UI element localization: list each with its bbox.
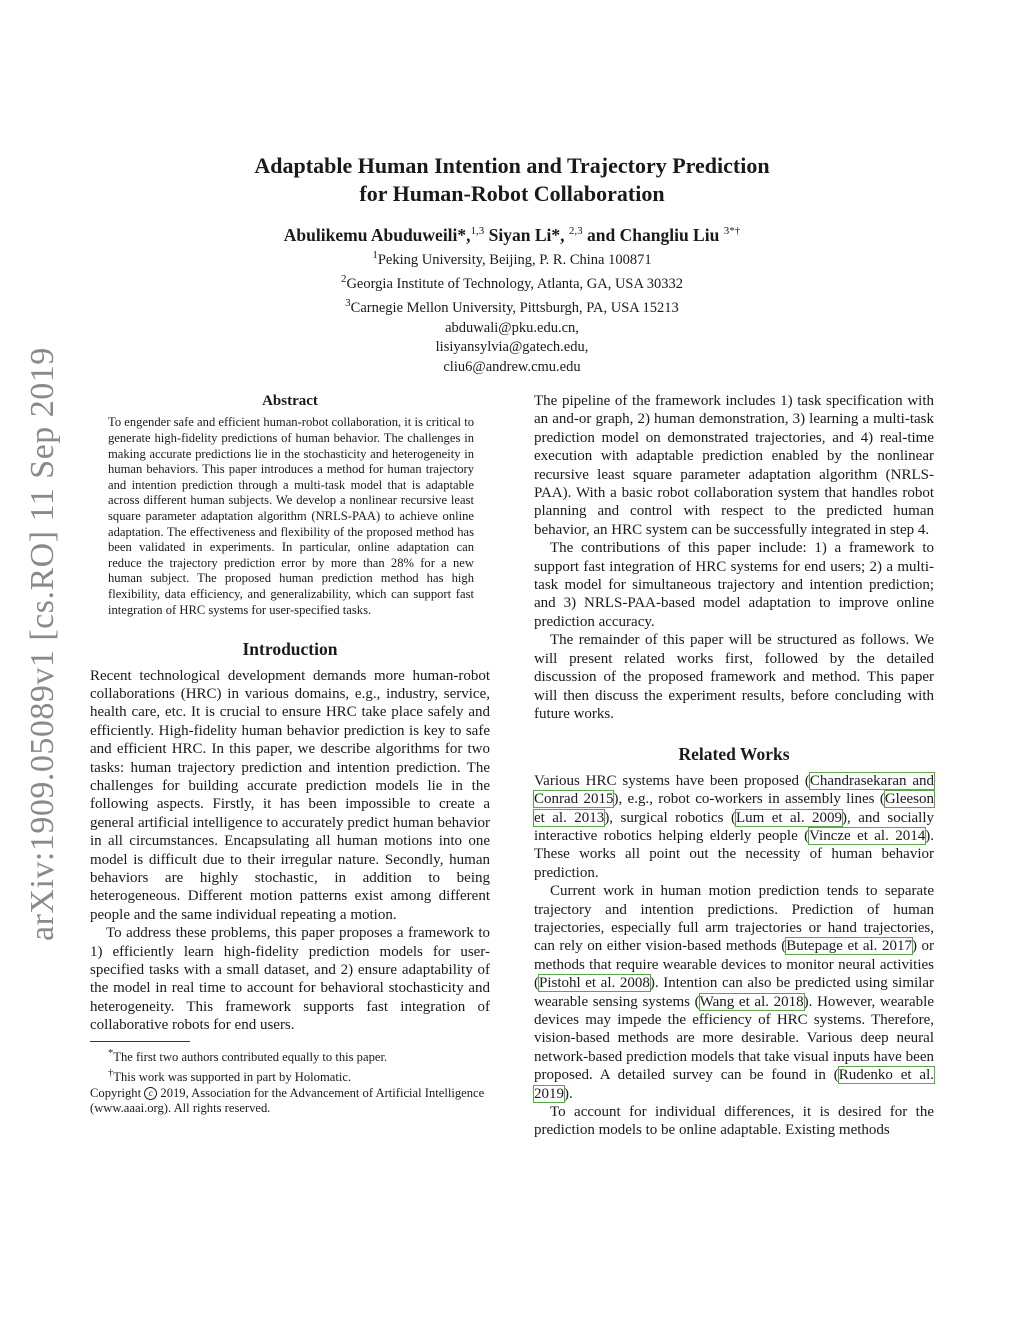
text-run: ). However, wearable devices may impede the efficiency of HRC systems. Therefore, vision-based methods are more desirable. Various deep neural network-based prediction models that take visual inputs have been proposed. A detailed survey can be found in (	[534, 993, 935, 1084]
author-affil-sup: 1,3	[470, 225, 485, 237]
text-run: ). Intention can also be predicted using similar wearable sensing systems (	[534, 975, 934, 1010]
citation-link[interactable]: Vincze et al. 2014	[809, 827, 926, 844]
footnote-mark: *	[108, 1047, 114, 1059]
email[interactable]: cliu6@andrew.cmu.edu	[443, 358, 581, 375]
body-paragraph: The remainder of this paper will be structured as follows. We will present related works first, followed by the detailed discussion of the proposed framework and method. This paper will then discuss the experiment results, before concluding with future works.	[534, 632, 934, 722]
arxiv-identifier[interactable]: arXiv:1909.05089v1 [cs.RO] 11 Sep 2019	[24, 347, 61, 941]
related-works-paragraph	[534, 772, 934, 882]
title-line-1: Adaptable Human Intention and Trajectory Prediction	[254, 153, 770, 178]
body-paragraph: The pipeline of the framework includes 1) task specification with an and-or graph, 2) human demonstration, 3) learning a multi-task prediction model on demonstrated trajectories, and 4) real-time execution with adaptable prediction enabled by the nonlinear recursive least square parameter adaptation algorithm (NRLS-PAA). With a basic robot collaboration system that handles robot planning and control with respect to the predicted human behavior, an HRC system can be successfully integrated in step 4.	[534, 393, 934, 538]
copyright-label: Copyright	[90, 1085, 142, 1100]
title-line-2: for Human-Robot Collaboration	[359, 181, 665, 206]
text-run: ) or methods that require wearable devices to monitor neural activities (	[534, 938, 934, 992]
footnote-mark: †	[108, 1067, 114, 1079]
author-name: Abulikemu Abuduweili*,	[283, 224, 471, 245]
text-run: ), and socially interactive robotics helping elderly people (	[534, 809, 935, 844]
affiliation	[0, 270, 1024, 294]
citation-link[interactable]: Chandrasekaran and Conrad 2015	[534, 772, 934, 808]
affiliation-text: Georgia Institute of Technology, Atlanta, GA, USA 30332	[346, 275, 684, 292]
related-works-paragraph: To account for individual differences, it is desired for the prediction models to be online adaptable. Existing methods	[534, 1104, 934, 1139]
citation-link[interactable]: Wang et al. 2018	[699, 993, 804, 1010]
footnote-text: This work was supported in part by Holomatic.	[113, 1069, 352, 1084]
intro-paragraph: To address these problems, this paper proposes a framework to 1) efficiently learn high-fidelity prediction models for user-specified tasks with a small dataset, and 2) ensure adaptability of the model in real time to account for behavioral stochasticity and heterogeneity. This framework supports fast integration of collaborative robots for end users.	[90, 925, 490, 1034]
affiliation-sup: 3	[345, 297, 351, 310]
affiliation	[0, 294, 1024, 318]
affiliation-text: Peking University, Beijing, P. R. China 100871	[377, 251, 652, 268]
related-works-paragraph	[534, 882, 934, 1103]
email[interactable]: lisiyansylvia@gatech.edu,	[435, 339, 589, 356]
paper-header	[0, 152, 1024, 377]
author-affil-sup: 2,3	[568, 225, 583, 237]
author-name: and Changliu Liu	[587, 224, 720, 245]
abstract-text: To engender safe and efficient human-robot collaboration, it is critical to generate high-fidelity predictions of human behavior. The challenges in making accurate predictions lie in the stochasticity and heterogeneity in human behaviors. This paper introduces a method for human trajectory and intention prediction through a multi-task model that is adaptable across different human subjects. We develop a nonlinear recursive least square parameter adaptation algorithm (NRLS-PAA) to achieve online adaptation. The effectiveness and flexibility of the proposed method has been validated in experiments. In particular, online adaptation can reduce the trajectory prediction error by more than 28% for a new human subject. The proposed human prediction method has high flexibility, data efficiency, and generalizability, which can support fast integration of HRC systems for user-specified tasks.	[108, 415, 474, 617]
footnote	[90, 1046, 490, 1066]
related-works-heading: Related Works	[678, 744, 790, 765]
text-run: ).	[564, 1085, 573, 1102]
author-name: Siyan Li*,	[488, 224, 565, 245]
text-run: Various HRC systems have been proposed (	[534, 772, 810, 789]
right-column	[534, 392, 934, 1140]
introduction-heading: Introduction	[242, 639, 338, 660]
citation-link[interactable]: Rudenko et al. 2019	[534, 1067, 934, 1102]
affiliation-sup: 2	[340, 273, 347, 286]
text-run: ). These works all point out the necessity of human behavior prediction.	[534, 827, 934, 881]
text-run: ), surgical robotics (	[604, 809, 736, 826]
author-list	[0, 220, 1024, 246]
author-affil-sup: 3*†	[723, 225, 741, 237]
copyright-text: 2019, Association for the Advancement of Artificial Intelligence (www.aaai.org). All rights reserved.	[90, 1085, 485, 1116]
affiliation-list	[0, 246, 1024, 377]
abstract-heading: Abstract	[262, 393, 318, 409]
copyright-symbol: c	[144, 1087, 157, 1100]
affiliation	[0, 246, 1024, 270]
copyright-notice	[90, 1086, 490, 1118]
left-column	[90, 392, 490, 1117]
affiliation-text: Carnegie Mellon University, Pittsburgh, PA, USA 15213	[350, 300, 679, 317]
paper-title	[0, 152, 1024, 208]
citation-link[interactable]: Pistohl et al. 2008	[539, 975, 650, 992]
intro-paragraph: Recent technological development demands more human-robot collaborations (HRC) in various domains, e.g., industry, service, health care, etc. It is crucial to ensure HRC take place safely and efficiently. High-fidelity human behavior prediction is key to safe and efficient HRC. In this paper, we describe algorithms for two tasks: human trajectory prediction and intention prediction. The challenges for building accurate prediction models lie in the following aspects. Firstly, it has been impossible to create a general artificial intelligence to accurately predict human behavior in all circumstances. Encapsulating all human motions into one model is difficult due to their irregular nature. Secondly, human behaviors are highly stochastic, in addition to being heterogeneous. Different motion patterns exist among different people and the same individual repeating a motion.	[90, 667, 490, 923]
citation-link[interactable]: Butepage et al. 2017	[786, 938, 912, 955]
affiliation-sup: 1	[372, 248, 378, 261]
text-run: ), e.g., robot co-workers in assembly lines (	[613, 791, 885, 808]
email[interactable]: abduwali@pku.edu.cn,	[445, 319, 579, 336]
citation-link[interactable]: Gleeson et al. 2013	[534, 791, 934, 826]
body-paragraph: The contributions of this paper include: 1) a framework to support fast integration of HRC systems for end users; 2) a multi-task model for simultaneous trajectory and intention prediction; and 3) NRLS-PAA-based model adaptation to improve online prediction accuracy.	[534, 540, 934, 630]
footnote-divider	[90, 1041, 190, 1042]
citation-link[interactable]: Lum et al. 2009	[735, 809, 843, 826]
footnote	[90, 1066, 490, 1086]
footnote-text: The first two authors contributed equally to this paper.	[113, 1049, 388, 1064]
text-run: Current work in human motion prediction tends to separate trajectory and intention predictions. Prediction of human trajectories, especially full arm trajectories or hand trajectories, can rely on either vision-based methods (	[534, 883, 934, 955]
